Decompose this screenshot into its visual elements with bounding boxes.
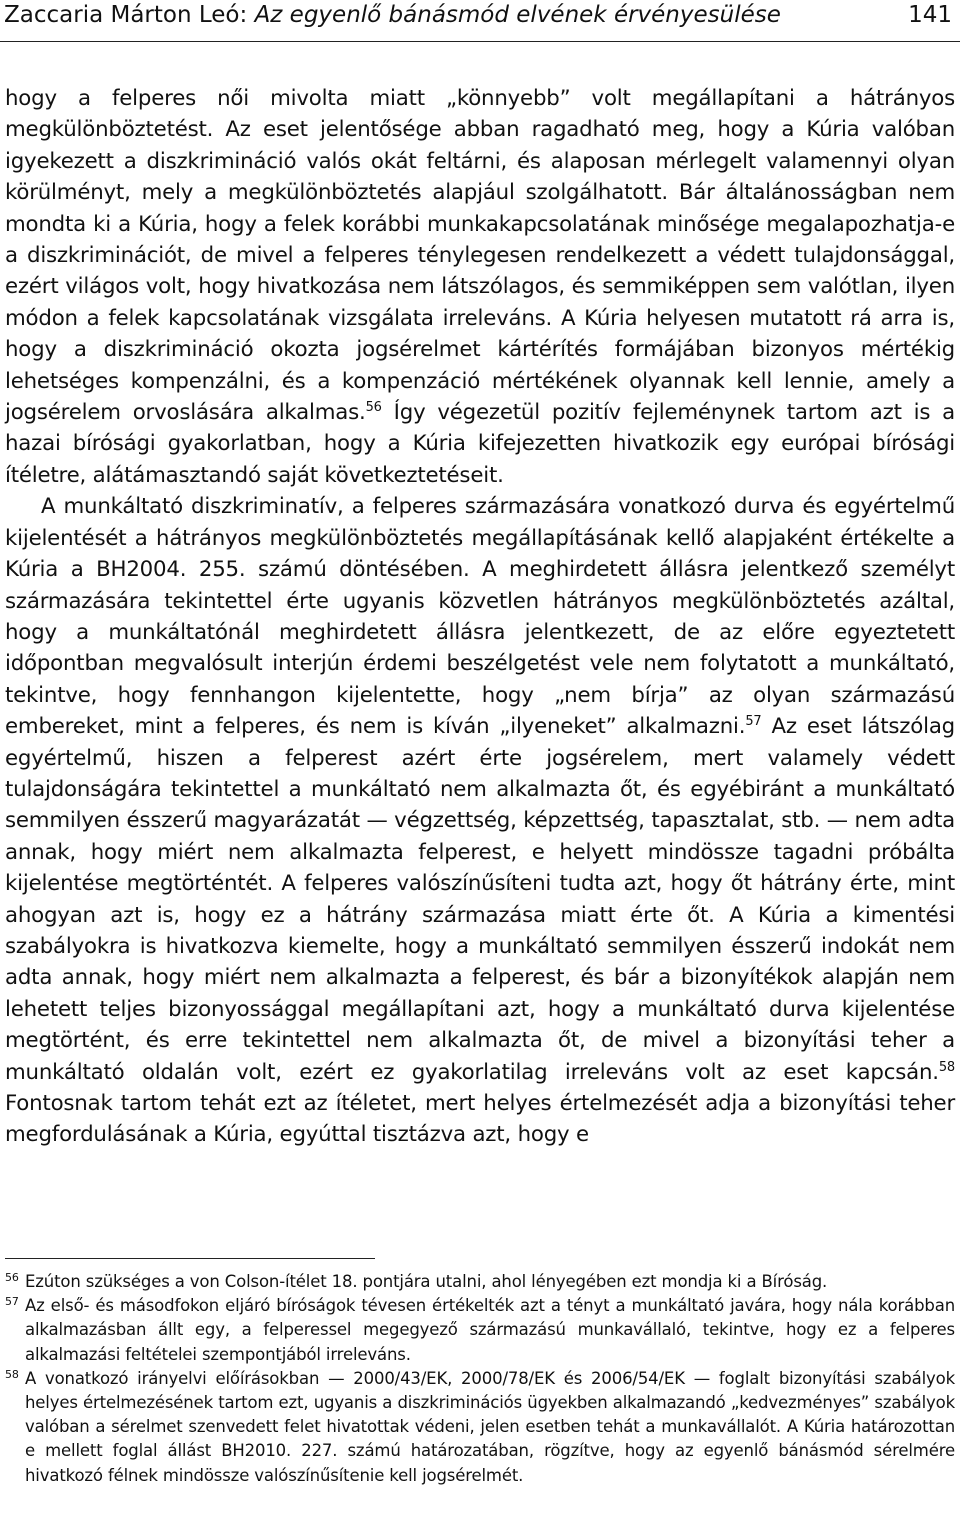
page-number: 141 bbox=[908, 2, 952, 28]
paragraph-1-text-a: hogy a felperes női mivolta miatt „könnyebb” volt megállapítani a hátrányos megkülönböztetést. Az eset jelentősége abban ragadható meg, hogy a Kúria valóban igyekezett a diszkrimináció valós okát feltárni, és alaposan mérlegelt valamennyi olyan körülményt, mely a megkülönböztetés alapjául szolgálhatott. Bár általánosságban nem mondta ki a Kúria, hogy a felek korábbi munkakapcsolatának minősége megalapozhatja-e a diszkriminációt, de mivel a felperes ténylegesen rendelkezett a védett tulajdonsággal, ezért világos volt, hogy hivatkozása nem látszólagos, és semmiképpen sem valótlan, ilyen módon a felek kapcsolatának vizsgálata irreleváns. A Kúria helyesen mutatott rá arra is, hogy a diszkrimináció okozta jogsérelmet kártérítés formájában bizonyos mértékig lehetséges kompenzálni, és a kompenzáció mértékének olyannak kell lennie, amely a jogsérelem orvoslására alkalmas. bbox=[5, 86, 955, 426]
paragraph-1-text-b: Így végezetül pozitív fejleménynek tartom azt is a hazai bírósági gyakorlatban, hogy a Kúria kifejezetten hivatkozik egy európai bírósági ítéletre, alátámasztandó saját következtetéseit. bbox=[5, 400, 955, 488]
paragraph-2-text-b: Az eset látszólag egyértelmű, hiszen a felperest azért érte jogsérelem, mert valamely védett tulajdonságára tekintettel a munkáltató nem alkalmazta őt, és egyébiránt a munkáltató semmilyen ésszerű magyarázatát — végzettség, képzettség, tapasztalat, stb. — nem adta annak, hogy miért nem alkalmazta felperest, e helyett mindössze tagadni próbálta kijelentése megtörténtét. A felperes valószínűsíteni tudta azt, hogy őt hátrány érte, mint ahogyan azt is, hogy ez a hátrány származása miatt érte őt. A Kúria a kimentési szabályokra is hivatkozva kiemelte, hogy a munkáltató semmilyen ésszerű indokát nem adta annak, hogy miért nem alkalmazta a felperest, és bár a bizonyítékok alapján nem lehetett teljes bizonyossággal megállapítani azt, hogy a munkáltató durva kijelentése megtörtént, és erre tekintettel nem alkalmazta őt, de mivel a bizonyítási teher a munkáltató oldalán volt, ezért ez gyakorlatilag irreleváns volt az eset kapcsán. bbox=[5, 714, 955, 1085]
footnote-57 bbox=[5, 1294, 955, 1367]
header-rule bbox=[0, 41, 960, 42]
running-header bbox=[0, 0, 960, 44]
header-title bbox=[4, 2, 781, 28]
footnote-ref-58: 58 bbox=[938, 1059, 955, 1075]
footnote-text: Ezúton szükséges a von Colson-ítélet 18. pontjára utalni, ahol lényegében ezt mondja ki a Bíróság. bbox=[25, 1272, 828, 1291]
footnote-text: Az első- és másodfokon eljáró bíróságok tévesen értékelték azt a tényt a munkáltató javára, hogy nála korábban alkalmazásban állt egy, a felperessel megegyező származású munkavállaló, tekintve, hogy ez a felperes alkalmazási feltételei szempontjából irreleváns. bbox=[25, 1296, 955, 1364]
footnote-text: A vonatkozó irányelvi előírásokban — 2000/43/EK, 2000/78/EK és 2006/54/EK — foglalt bizonyítási szabályok helyes értelmezésének tartom ezt, ugyanis a diszkriminációs ügyekben alkalmazandó „kedvezményes” szabályok valóban a sérelmet szenvedett felet hivatottak védeni, jelen esetben tehát a munkavállalót. A Kúria határozottan e mellett foglal állást BH2010. 227. számú határozatában, rögzítve, hogy az egyenlő bánásmód sérelmére hivatkozó félnek mindössze valószínűsítenie kell jogsérelmét. bbox=[25, 1368, 955, 1485]
paragraph-2 bbox=[5, 491, 955, 1151]
footnote-mark: 57 bbox=[5, 1295, 19, 1309]
footnote-mark: 56 bbox=[5, 1271, 19, 1284]
header-article-title: Az egyenlő bánásmód elvének érvényesülése bbox=[254, 2, 781, 28]
paragraph-1 bbox=[5, 83, 955, 491]
footnotes bbox=[5, 1270, 955, 1488]
footnote-58 bbox=[5, 1367, 955, 1488]
footnote-ref-57: 57 bbox=[745, 714, 762, 730]
footnote-56 bbox=[5, 1270, 955, 1294]
paragraph-2-text-c: Fontosnak tartom tehát ezt az ítéletet, mert helyes értelmezését adja a bizonyítási teher megfordulásának a Kúria, egyúttal tisztázva azt, hogy e bbox=[5, 1091, 955, 1148]
footnote-mark: 58 bbox=[5, 1367, 19, 1381]
body-text bbox=[5, 83, 955, 1151]
paragraph-2-text-a: A munkáltató diszkriminatív, a felperes származására vonatkozó durva és egyértelmű kijelentését a hátrányos megkülönböztetés megállapításának kellő alapjaként értékelte a Kúria a BH2004. 255. számú döntésében. A meghirdetett állásra jelentkező személyt származására tekintettel érte ugyanis közvetlen hátrányos megkülönböztetés azáltal, hogy a munkáltatónál meghirdetett állásra jelentkezett, de az előre egyeztetett időpontban megvalósult interjún érdemi beszélgetést vele nem folytatott a munkáltató, tekintve, hogy fennhangon kijelentette, hogy „nem bírja” az olyan származású embereket, mint a felperes, és nem is kíván „ilyeneket” alkalmazni. bbox=[5, 494, 955, 740]
footnote-ref-56: 56 bbox=[365, 400, 382, 416]
header-author: Zaccaria Márton Leó: bbox=[4, 2, 248, 28]
footnote-separator bbox=[5, 1258, 375, 1259]
